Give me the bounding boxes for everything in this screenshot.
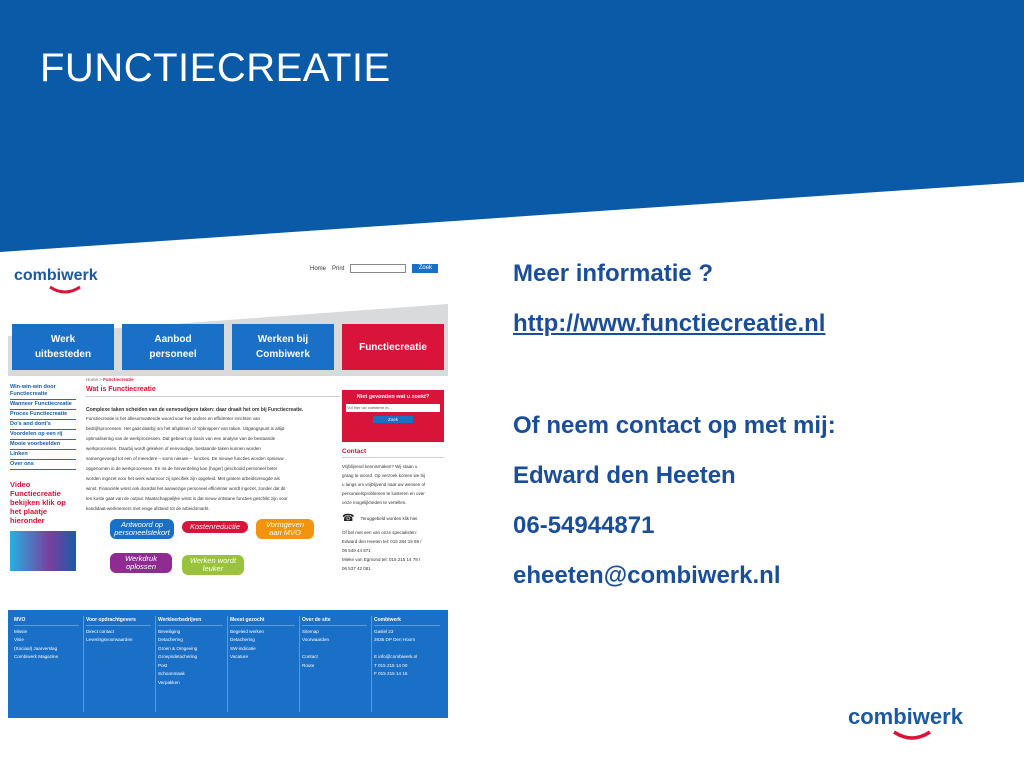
footer-heading: MVO xyxy=(14,616,79,626)
footer-link[interactable]: Voorwaarden xyxy=(302,637,330,642)
nav-tab-line: Combiwerk xyxy=(256,349,310,360)
sidebar-video-link[interactable]: Video Functiecreatie bekijken klik op het plaatje hieronder xyxy=(10,480,66,525)
footer-link[interactable]: Contact xyxy=(302,654,318,659)
nav-tab-aanbod-personeel[interactable] xyxy=(122,324,224,370)
spacer xyxy=(513,354,836,406)
benefit-stickers xyxy=(86,517,340,607)
website-footer xyxy=(8,610,448,718)
body-line: samengevoegd tot een of meerdere – soms nieuwe – functies. De nieuwe functies worden opnieuw xyxy=(86,456,284,461)
body-line: winst. Financiële winst ook doordat het aanwezige personeel efficiënter wordt ingezet, zonder dat dit xyxy=(86,486,286,491)
sidebar-item[interactable]: Linken xyxy=(10,450,76,460)
sidebar-item[interactable]: Mooie voorbeelden xyxy=(10,440,76,450)
footer-heading: Voor opdrachtgevers xyxy=(86,616,151,626)
footer-column-over-de-site xyxy=(300,616,372,712)
footer-link[interactable]: Beveiliging xyxy=(158,628,181,634)
contact-line: onze mogelijkheden te vertellen. xyxy=(342,500,407,505)
footer-link[interactable]: Route xyxy=(302,662,315,668)
footer-link[interactable]: Visie xyxy=(14,637,24,642)
footer-heading: Combiwerk xyxy=(374,616,440,626)
footer-link[interactable]: Verpakken xyxy=(158,679,180,685)
functiecreatie-link[interactable]: http://www.functiecreatie.nl xyxy=(513,310,826,337)
website-logo[interactable] xyxy=(14,267,98,297)
body-line: Functiecreatie is het allesomvattende woord voor het anders en efficiënter inrichten van xyxy=(86,416,261,421)
home-link[interactable]: Home xyxy=(310,265,327,272)
footer-column-mvo xyxy=(12,616,84,712)
more-info-heading: Meer informatie ? xyxy=(513,260,714,287)
contact-info-panel xyxy=(513,254,836,606)
footer-fax: F 015 215 14 15 xyxy=(374,671,408,676)
footer-link[interactable]: Combiwerk Magazine xyxy=(14,654,59,659)
sticker-personeelstekort[interactable]: Antwoord op personeelstekort xyxy=(110,519,174,539)
page-heading: Wat is Functiecreatie xyxy=(86,386,340,397)
footer-address: 2635 DP Den Hoorn xyxy=(374,637,416,642)
footer-link[interactable]: Groen & Omgeving xyxy=(158,645,198,651)
website-search-button[interactable]: Zoek xyxy=(412,264,438,273)
footer-link[interactable]: Sitemap xyxy=(302,628,319,634)
nav-tab-werk-uitbesteden[interactable] xyxy=(12,324,114,370)
footer-column-werkleerbedrijven xyxy=(156,616,228,712)
smile-swoosh-icon xyxy=(48,285,82,295)
website-logo-text: combiwerk xyxy=(14,267,98,284)
sidebar-item[interactable]: Over ons xyxy=(10,460,76,470)
breadcrumb: Home > Functiecreatie xyxy=(86,377,134,382)
logo-text: combiwerk xyxy=(848,704,963,729)
website-sidebar xyxy=(10,383,76,571)
contact-line: graag te woord. Op verzoek komen we bij xyxy=(342,473,426,478)
footer-link[interactable]: Missie xyxy=(14,628,28,634)
footer-link[interactable]: Schoonmaak xyxy=(158,671,185,676)
footer-spacer xyxy=(374,645,440,654)
callback-link[interactable] xyxy=(342,513,444,524)
footer-link[interactable]: Leveringsvoorwaarden xyxy=(86,637,133,642)
slide-title: FUNCTIECREATIE xyxy=(40,46,391,90)
specialist-line: Of bel met een van onze specialisten: xyxy=(342,530,418,535)
breadcrumb-current: Functiecreatie xyxy=(103,377,134,382)
footer-link[interactable]: (Sociaal) Jaarverslag xyxy=(14,645,58,651)
footer-link[interactable]: Groepsdetachering xyxy=(158,654,198,659)
nav-tab-line: Aanbod xyxy=(154,334,192,345)
body-line: opgenomen in de werkprocessen. En na de herverdeling kan (hoger) geschoold personeel beter xyxy=(86,466,278,471)
footer-link[interactable]: Detachering xyxy=(158,637,183,642)
intro-lead: Complexe taken scheiden van de eenvoudigere taken: daar draait het om bij Functiecreatie. xyxy=(86,407,304,413)
specialist-line: 06 537 42 081 xyxy=(342,566,371,571)
smile-swoosh-icon xyxy=(892,730,932,742)
contact-text xyxy=(342,462,444,507)
contact-line: u langs om vrijblijvend naar uw wensen of xyxy=(342,482,426,487)
body-line: ten koste gaat van de output. Maatschappelijke winst is dat nieuw ontstane functies geschikt zijn voor xyxy=(86,496,288,501)
footer-link[interactable]: Vacature xyxy=(230,654,249,659)
body-line: bedrijfsprocessen. Het gaat daarbij om het afsplitsen of 'opknippen' van taken. Uitgangspunt is altijd xyxy=(86,426,285,431)
sticker-werken-leuker[interactable]: Werken wordt leuker xyxy=(182,555,244,575)
footer-link[interactable]: SW-indicatie xyxy=(230,645,256,651)
contact-heading: Contact xyxy=(342,448,444,458)
nav-tab-werken-bij[interactable] xyxy=(232,324,334,370)
search-box xyxy=(342,390,444,442)
search-box-input[interactable]: Vul hier uw zoekterm in... xyxy=(346,404,440,412)
breadcrumb-home[interactable]: Home xyxy=(86,377,99,382)
footer-heading: Werkleerbedrijven xyxy=(158,616,223,626)
website-right-column xyxy=(342,390,444,573)
footer-link[interactable]: Detachering xyxy=(230,637,255,642)
website-main-content xyxy=(86,377,340,607)
footer-link[interactable]: Begeleid werken xyxy=(230,628,264,634)
footer-heading: Meest gezocht xyxy=(230,616,295,626)
body-line: werkprocessen. Daarbij wordt gekeken of eenvoudige, bestaande taken kunnen worden xyxy=(86,446,261,451)
website-top-bar xyxy=(310,264,438,273)
specialist-line: Mieke van Egmond tel: 015 215 14 78 / xyxy=(342,557,421,562)
nav-tab-line: Functiecreatie xyxy=(359,341,427,353)
footer-email[interactable]: E info@combiwerk.nl xyxy=(374,654,418,659)
nav-tab-functiecreatie[interactable] xyxy=(342,324,444,370)
callback-label: Teruggebeld worden klik hier xyxy=(360,516,418,521)
website-search-input[interactable] xyxy=(350,264,406,273)
contact-name: Edward den Heeten xyxy=(513,462,736,489)
footer-link[interactable]: Direct contact xyxy=(86,628,115,634)
search-box-title: Niet gevonden wat u zoekt? xyxy=(356,394,430,400)
nav-tab-line: personeel xyxy=(149,349,197,360)
contact-line: personeelsproblemen te luisteren en over xyxy=(342,491,425,496)
specialist-line: Edward den Heeten tel: 015 284 15 59 / xyxy=(342,539,422,544)
phone-icon: ☎ xyxy=(342,513,355,524)
specialist-line: 06 549 44 871 xyxy=(342,548,371,553)
footer-column-opdrachtgevers xyxy=(84,616,156,712)
print-link[interactable]: Print xyxy=(332,265,345,272)
nav-tab-line: uitbesteden xyxy=(34,349,92,360)
contact-line: Vrijblijvend kennismaken? Wij staan u xyxy=(342,464,418,469)
body-line: optimalisering van de werkprocessen. Dat gebeurt op basis van een analyse van de bestaande xyxy=(86,436,276,441)
specialists-text xyxy=(342,528,444,573)
nav-tab-line: Werk xyxy=(50,334,76,345)
contact-phone: 06-54944871 xyxy=(513,512,655,539)
contact-prompt: Of neem contact op met mij: xyxy=(513,412,836,439)
sidebar-item[interactable]: Voordelen op een rij xyxy=(10,430,76,440)
contact-email[interactable]: eheeten@combiwerk.nl xyxy=(513,562,781,589)
footer-spacer xyxy=(302,645,367,654)
footer-phone: T 015 215 14 00 xyxy=(374,662,408,668)
footer-column-combiwerk xyxy=(372,616,444,712)
search-box-button[interactable]: Zoek xyxy=(373,416,413,423)
video-thumbnail[interactable] xyxy=(10,531,76,571)
slide-header-band xyxy=(0,0,1024,260)
website-screenshot xyxy=(8,255,448,718)
nav-tab-line: Werken bij xyxy=(257,334,309,345)
sticker-kostenreductie[interactable]: Kostenreductie xyxy=(182,521,248,533)
body-line: kandidaat-werknemers met enige afstand tot de arbeidsmarkt. xyxy=(86,506,210,511)
sticker-werkdruk[interactable]: Werkdruk oplossen xyxy=(110,553,172,573)
sidebar-item[interactable]: Win-win-win door Functiecreatie xyxy=(10,383,76,400)
sidebar-item[interactable]: Proces Functiecreatie xyxy=(10,410,76,420)
sidebar-item[interactable]: Do's and dont's xyxy=(10,420,76,430)
body-line: worden ingezet voor het werk waarvoor zij specifiek zijn opgeleid. Met gratere arbeidsvreugde als xyxy=(86,476,280,481)
footer-address: Gaslel 23 xyxy=(374,628,394,634)
header-background xyxy=(0,0,1024,260)
combiwerk-logo xyxy=(848,704,972,748)
website-main-nav xyxy=(12,324,444,370)
sidebar-item[interactable]: Wanneer Functiecreatie xyxy=(10,400,76,410)
footer-link[interactable]: Post xyxy=(158,662,168,668)
sticker-mvo[interactable]: Vormgeven aan MVO xyxy=(256,519,314,539)
footer-heading: Over de site xyxy=(302,616,367,626)
footer-column-meest-gezocht xyxy=(228,616,300,712)
